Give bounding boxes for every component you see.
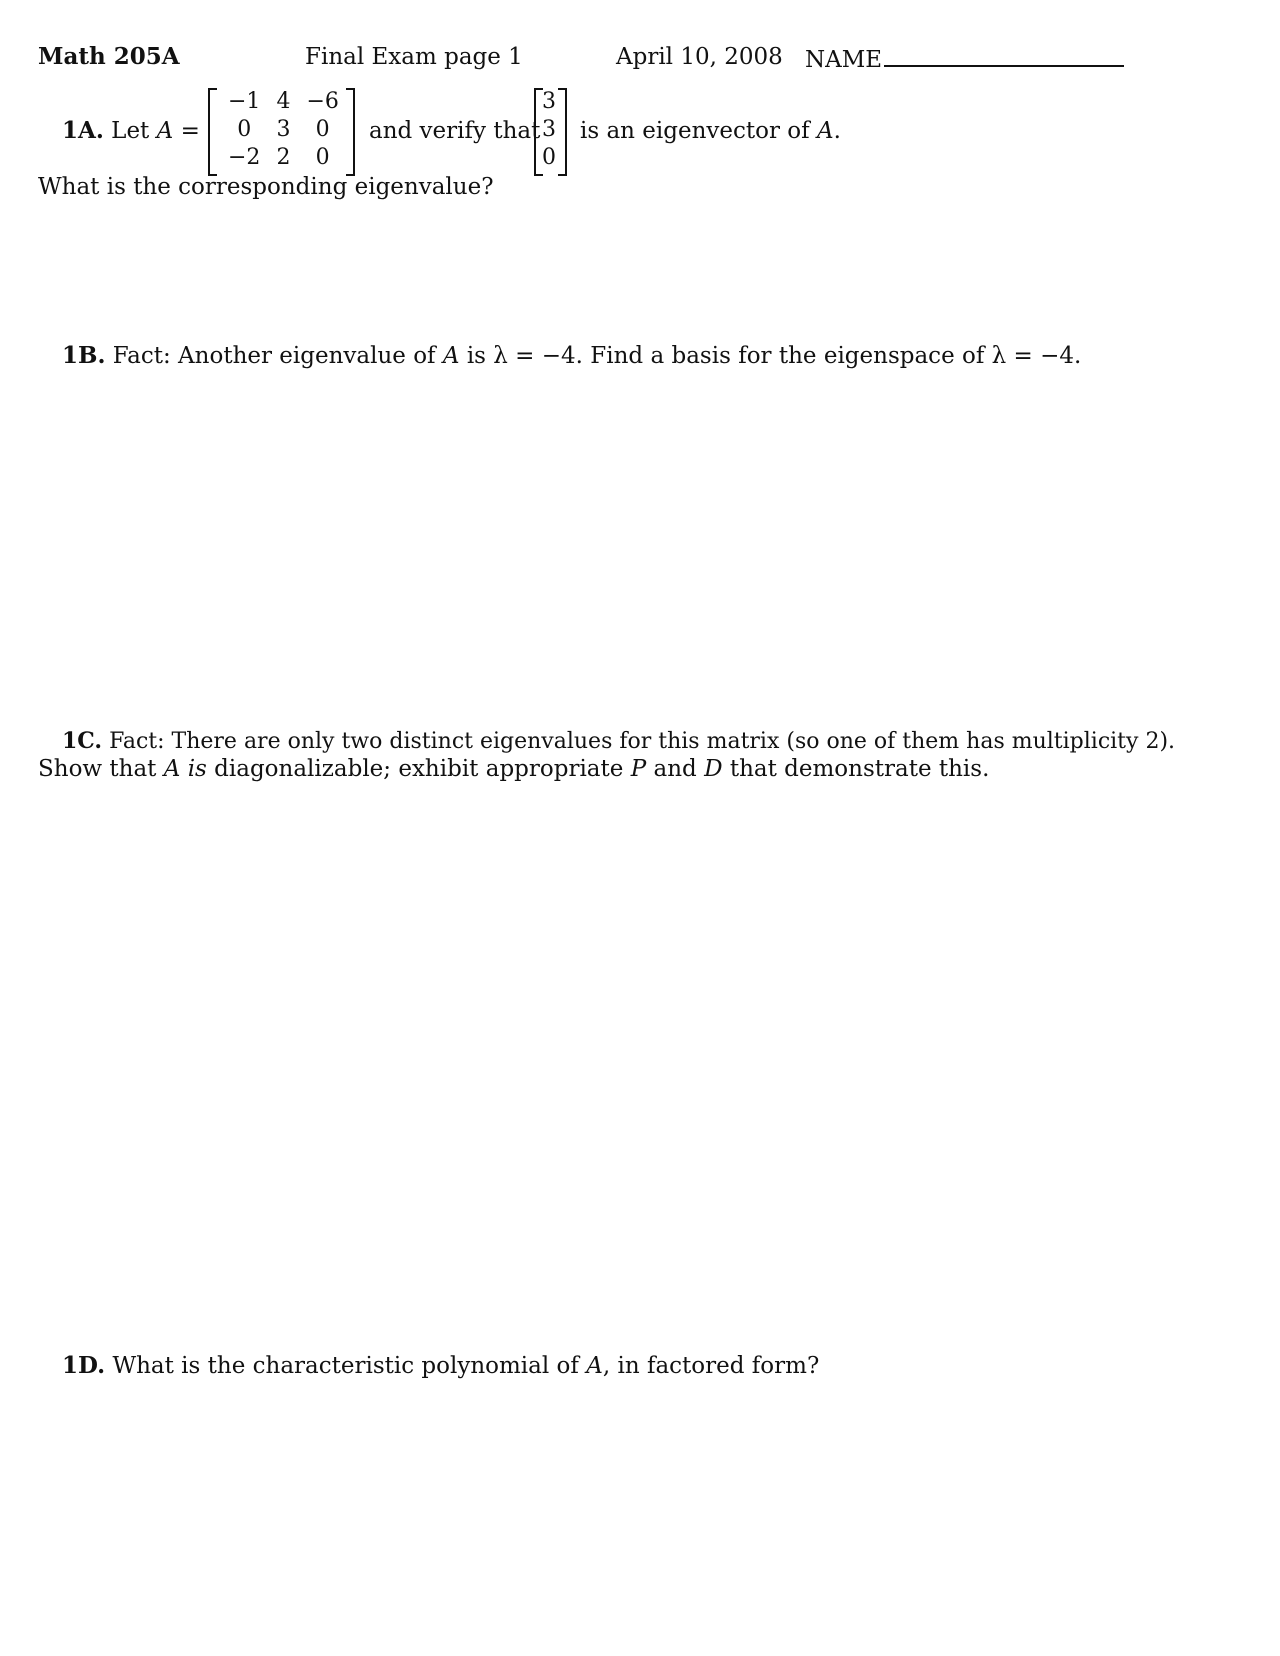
q1d-text — [62, 1352, 819, 1380]
name-label: NAME — [805, 47, 883, 73]
matrix-a-cell: −2 — [228, 145, 261, 170]
q1c-l2b: diagonalizable; exhibit appropriate — [214, 756, 624, 782]
q1a-tail-text: is an eigenvector of — [580, 118, 810, 144]
matrix-a-cell: 4 — [276, 89, 291, 114]
q1a-let: Let — [111, 118, 150, 144]
q1c-l2D: D — [704, 756, 723, 782]
matrix-a-cell: 0 — [315, 145, 330, 170]
q1a-intro — [62, 117, 200, 145]
q1b-text-a: Fact: Another eigenvalue of — [112, 343, 436, 369]
matrix-a-cell: 2 — [276, 145, 291, 170]
q1b-text-b: is λ = −4. Find a basis for the eigenspace of λ = −4. — [466, 343, 1082, 369]
q1c-line1 — [62, 727, 1175, 756]
q1c-l2c: that demonstrate this. — [729, 756, 990, 782]
q1c-l2and: and — [653, 756, 697, 782]
vector-cell: 3 — [542, 117, 556, 142]
q1a-tail — [580, 117, 841, 145]
q1c-l2is: is — [187, 756, 207, 782]
name-field — [805, 43, 1124, 74]
q1a-label: 1A. — [62, 117, 104, 144]
page-label: Final Exam page 1 — [305, 44, 523, 70]
matrix-a — [208, 88, 347, 172]
matrix-a-cell: −1 — [228, 89, 261, 114]
eigen-vector — [534, 88, 558, 172]
q1c-label: 1C. — [62, 728, 103, 754]
q1b-var: A — [442, 343, 460, 369]
q1d-label: 1D. — [62, 1352, 106, 1379]
q1a-eq: = — [180, 118, 200, 144]
q1d-text-a: What is the characteristic polynomial of — [112, 1353, 579, 1379]
q1a-mid-text: and verify that — [369, 118, 541, 144]
exam-date: April 10, 2008 — [616, 44, 783, 70]
matrix-a-cell: −6 — [306, 89, 339, 114]
vector-right-bracket — [558, 88, 567, 176]
q1b-text — [62, 342, 1081, 370]
q1a-tail-end: . — [833, 118, 841, 144]
vector-cell: 0 — [542, 145, 556, 170]
q1c-line2 — [38, 755, 989, 783]
matrix-a-left-bracket — [208, 88, 217, 176]
name-blank-line — [884, 43, 1124, 67]
matrix-a-right-bracket — [346, 88, 355, 176]
q1c-l2P: P — [630, 756, 647, 782]
q1d-var: A — [586, 1353, 603, 1379]
q1a-question: What is the corresponding eigenvalue? — [38, 174, 494, 200]
matrix-a-cell: 0 — [315, 117, 330, 142]
q1d-text-b: , in factored form? — [602, 1353, 820, 1379]
q1a-var: A — [156, 118, 174, 144]
q1c-l2var: A — [163, 756, 181, 782]
matrix-a-cell: 0 — [237, 117, 252, 142]
q1c-l2a: Show that — [38, 756, 157, 782]
q1b-label: 1B. — [62, 342, 106, 369]
q1a-tail-var: A — [816, 118, 834, 144]
matrix-a-cell: 3 — [276, 117, 291, 142]
vector-cell: 3 — [542, 89, 556, 114]
q1c-line1-text: Fact: There are only two distinct eigenvalues for this matrix (so one of them has multiplicity 2). — [109, 729, 1176, 754]
vector-left-bracket — [534, 88, 543, 176]
course-title: Math 205A — [38, 43, 180, 70]
